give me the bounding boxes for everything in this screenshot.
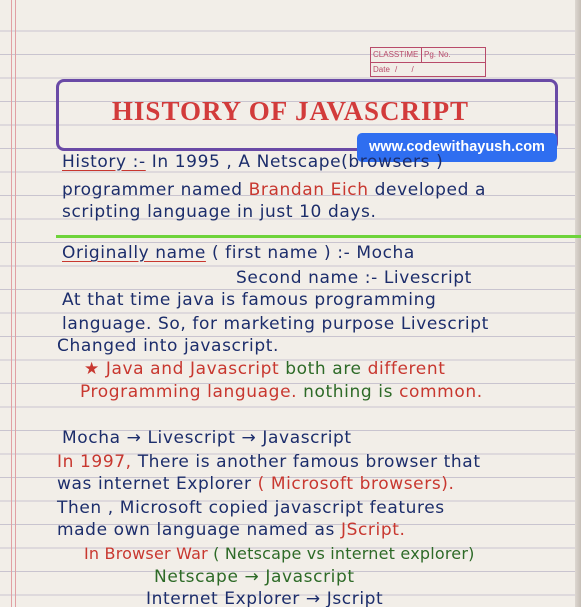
netscape-line: Netscape → Javascript — [154, 567, 355, 587]
first-name-line: Originally name ( first name ) :- Mocha — [62, 243, 415, 263]
history-line-1: History :- In 1995 , A Netscape(browsers ) — [62, 152, 444, 172]
second-name-line: Second name :- Livescript — [236, 268, 472, 288]
browser-war-line: In Browser War ( Netscape vs internet explorer) — [84, 544, 475, 563]
timeline-line-3: Then , Microsoft copied javascript features — [57, 498, 445, 518]
date-label: Date — [373, 65, 390, 74]
date-value: / / — [395, 65, 420, 74]
classtime-box — [370, 47, 486, 77]
inventor-name: Brandan Eich — [248, 180, 369, 200]
page-title: HISTORY OF JAVASCRIPT — [111, 96, 470, 126]
margin-line — [15, 0, 16, 607]
timeline-line-2: was internet Explorer ( Microsoft browsers). — [57, 474, 455, 494]
classtime-label: CLASSTIME — [373, 50, 419, 59]
section-divider — [56, 235, 581, 238]
watermark-badge: www.codewithayush.com — [357, 133, 557, 162]
note-line-1: ★ Java and Javascript both are different — [84, 359, 446, 379]
name-chain: Mocha → Livescript → Javascript — [62, 428, 352, 448]
star-icon: ★ — [84, 359, 100, 379]
ie-line: Internet Explorer → Jscript — [146, 589, 384, 607]
history-line-3: scripting language in just 10 days. — [62, 202, 377, 222]
note-line-2: Programming language. nothing is common. — [80, 382, 483, 402]
timeline-line-4: made own language named as JScript. — [57, 520, 406, 540]
history-line-2: programmer named Brandan Eich developed a — [62, 180, 487, 200]
timeline-line-1: In 1997, There is another famous browser that — [57, 452, 481, 472]
body-line-3: Changed into javascript. — [57, 336, 280, 356]
history-label: History :- — [62, 152, 146, 172]
body-line-2: language. So, for marketing purpose Livescript — [62, 314, 489, 334]
page-edge — [575, 0, 581, 607]
page-number-label: Pg. No. — [424, 50, 451, 59]
margin-line — [11, 0, 12, 607]
body-line-1: At that time java is famous programming — [62, 290, 437, 310]
original-name-label: Originally name — [62, 243, 206, 263]
